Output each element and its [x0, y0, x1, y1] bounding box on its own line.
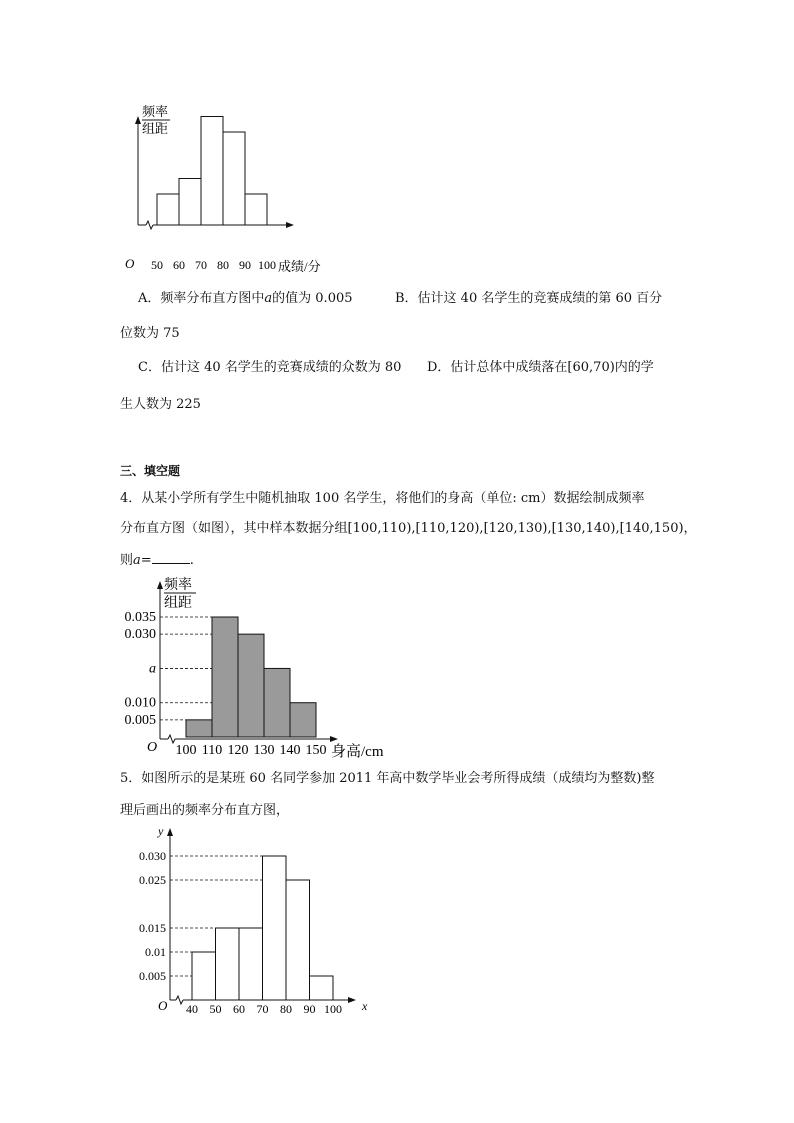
- c2-ytick-5: 0.005: [124, 712, 156, 728]
- chart2-origin: O: [147, 740, 158, 755]
- q3-option-b-line1: B．估计这 40 名学生的竞赛成绩的第 60 百分: [395, 291, 663, 306]
- chart3-x-arrow: [348, 997, 356, 1003]
- c1-bar-2: [179, 179, 201, 226]
- c3-bar-6: [310, 976, 334, 1000]
- c3-xtick-3: 60: [233, 1002, 245, 1015]
- chart2-y-arrow: [157, 581, 163, 589]
- c2-bar-4: [264, 668, 290, 737]
- c1-xtick-3: 70: [195, 258, 207, 272]
- q3-option-a: [138, 290, 353, 308]
- c3-ytick-3: 0.015: [139, 921, 166, 935]
- c1-xtick-2: 60: [173, 258, 185, 272]
- c2-xtick-6: 150: [305, 743, 327, 758]
- histogram-exam: [110, 820, 390, 1015]
- chart3-ylabel: y: [158, 824, 164, 838]
- c1-bar-1: [157, 194, 179, 225]
- q5-line1: 5．如图所示的是某班 60 名同学参加 2011 年高中数学毕业会考所得成绩（成绩均为整数)整: [120, 771, 655, 786]
- chart1-y-arrow: [135, 116, 141, 124]
- c1-xtick-1: 50: [151, 258, 163, 272]
- c3-ytick-1: 0.030: [139, 849, 166, 863]
- c2-xtick-2: 110: [201, 743, 223, 758]
- chart1-x-arrow: [286, 222, 294, 228]
- q4-line3-end: .: [189, 553, 194, 568]
- chart3-origin: O: [158, 998, 168, 1013]
- chart3-axis-break: [176, 996, 183, 1004]
- chart3-xlabel: x: [362, 999, 368, 1013]
- q4-var: a: [133, 553, 141, 568]
- c2-ytick-2: 0.030: [124, 627, 156, 643]
- c2-bar-2: [212, 617, 238, 737]
- q4-equals: =: [140, 553, 152, 568]
- q4-line3: [120, 551, 194, 570]
- q4-answer-blank[interactable]: [152, 551, 190, 564]
- c3-xtick-2: 50: [209, 1002, 222, 1015]
- q3-option-d-line2: 生人数为 225: [120, 397, 201, 412]
- c3-xtick-7: 100: [324, 1002, 342, 1015]
- c3-ytick-4: 0.01: [145, 945, 166, 959]
- histogram-heights: [110, 575, 400, 760]
- c3-ytick-5: 0.005: [139, 969, 166, 983]
- chart2-axis-break: [168, 735, 175, 743]
- c2-xtick-3: 120: [227, 743, 249, 758]
- chart3-y-arrow: [167, 828, 173, 836]
- c3-bar-4: [263, 856, 287, 1000]
- c3-xtick-4: 70: [256, 1002, 269, 1015]
- c3-xtick-1: 40: [186, 1002, 198, 1015]
- histogram-scores: [110, 100, 360, 280]
- chart2-ylabel: [164, 577, 196, 611]
- c2-xtick-5: 140: [279, 743, 301, 758]
- chart1-ylabel-top: 频率: [142, 104, 169, 119]
- c1-xtick-4: 80: [217, 258, 229, 272]
- c3-xtick-5: 80: [280, 1002, 292, 1015]
- c1-bar-4: [223, 132, 245, 225]
- c3-bar-2: [216, 928, 240, 1000]
- chart1-ylabel-bottom: 组距: [142, 121, 169, 136]
- c2-bar-3: [238, 634, 264, 737]
- c2-bar-1: [186, 720, 212, 737]
- q3-option-a-var: a: [264, 291, 273, 306]
- q5-line2: 理后画出的频率分布直方图，: [120, 803, 290, 818]
- chart1-origin: O: [125, 256, 135, 271]
- c2-xtick-4: 130: [253, 743, 275, 758]
- c1-xtick-5: 90: [239, 258, 251, 272]
- q3-option-a-suffix: 的值为 0.005: [272, 291, 353, 306]
- q3-option-a-prefix: A．频率分布直方图中: [138, 291, 265, 306]
- c1-bar-3: [201, 117, 223, 226]
- c1-bar-5: [245, 194, 267, 225]
- q4-line1: 4．从某小学所有学生中随机抽取 100 名学生，将他们的身高（单位: cm）数据绘制成频率: [120, 491, 645, 506]
- c3-bar-1: [192, 952, 216, 1000]
- c2-xtick-1: 100: [175, 743, 197, 758]
- c3-bar-5: [286, 880, 310, 1000]
- c3-bar-3: [239, 928, 263, 1000]
- q3-option-b-line2: 位数为 75: [120, 326, 180, 341]
- chart2-x-arrow: [330, 736, 338, 742]
- c3-ytick-2: 0.025: [139, 873, 166, 887]
- q3-option-c: C．估计这 40 名学生的竞赛成绩的众数为 80: [138, 360, 402, 375]
- chart1-ylabel: [142, 104, 170, 136]
- c1-xtick-6: 100: [258, 258, 276, 272]
- c2-ytick-1: 0.035: [124, 610, 156, 625]
- c2-ytick-4: 0.010: [124, 695, 156, 711]
- chart2-ylabel-bottom: 组距: [164, 596, 192, 611]
- section-title: 三、填空题: [120, 464, 181, 478]
- chart1-xlabel: 成绩/分: [278, 259, 321, 274]
- c3-xtick-6: 90: [303, 1002, 316, 1015]
- c2-ytick-3: a: [149, 661, 156, 677]
- chart1-axis-break: [146, 221, 153, 229]
- chart2-xlabel: 身高/cm: [331, 744, 384, 760]
- q4-line3-prefix: 则: [120, 553, 134, 568]
- q4-line2: 分布直方图（如图），其中样本数据分组[100,110),[110,120),[120,130),[130,140),[140,150)，: [120, 521, 697, 536]
- q3-option-d-line1: D．估计总体中成绩落在[60,70)内的学: [427, 360, 654, 375]
- c2-bar-5: [290, 703, 316, 737]
- chart2-ylabel-top: 频率: [164, 578, 192, 593]
